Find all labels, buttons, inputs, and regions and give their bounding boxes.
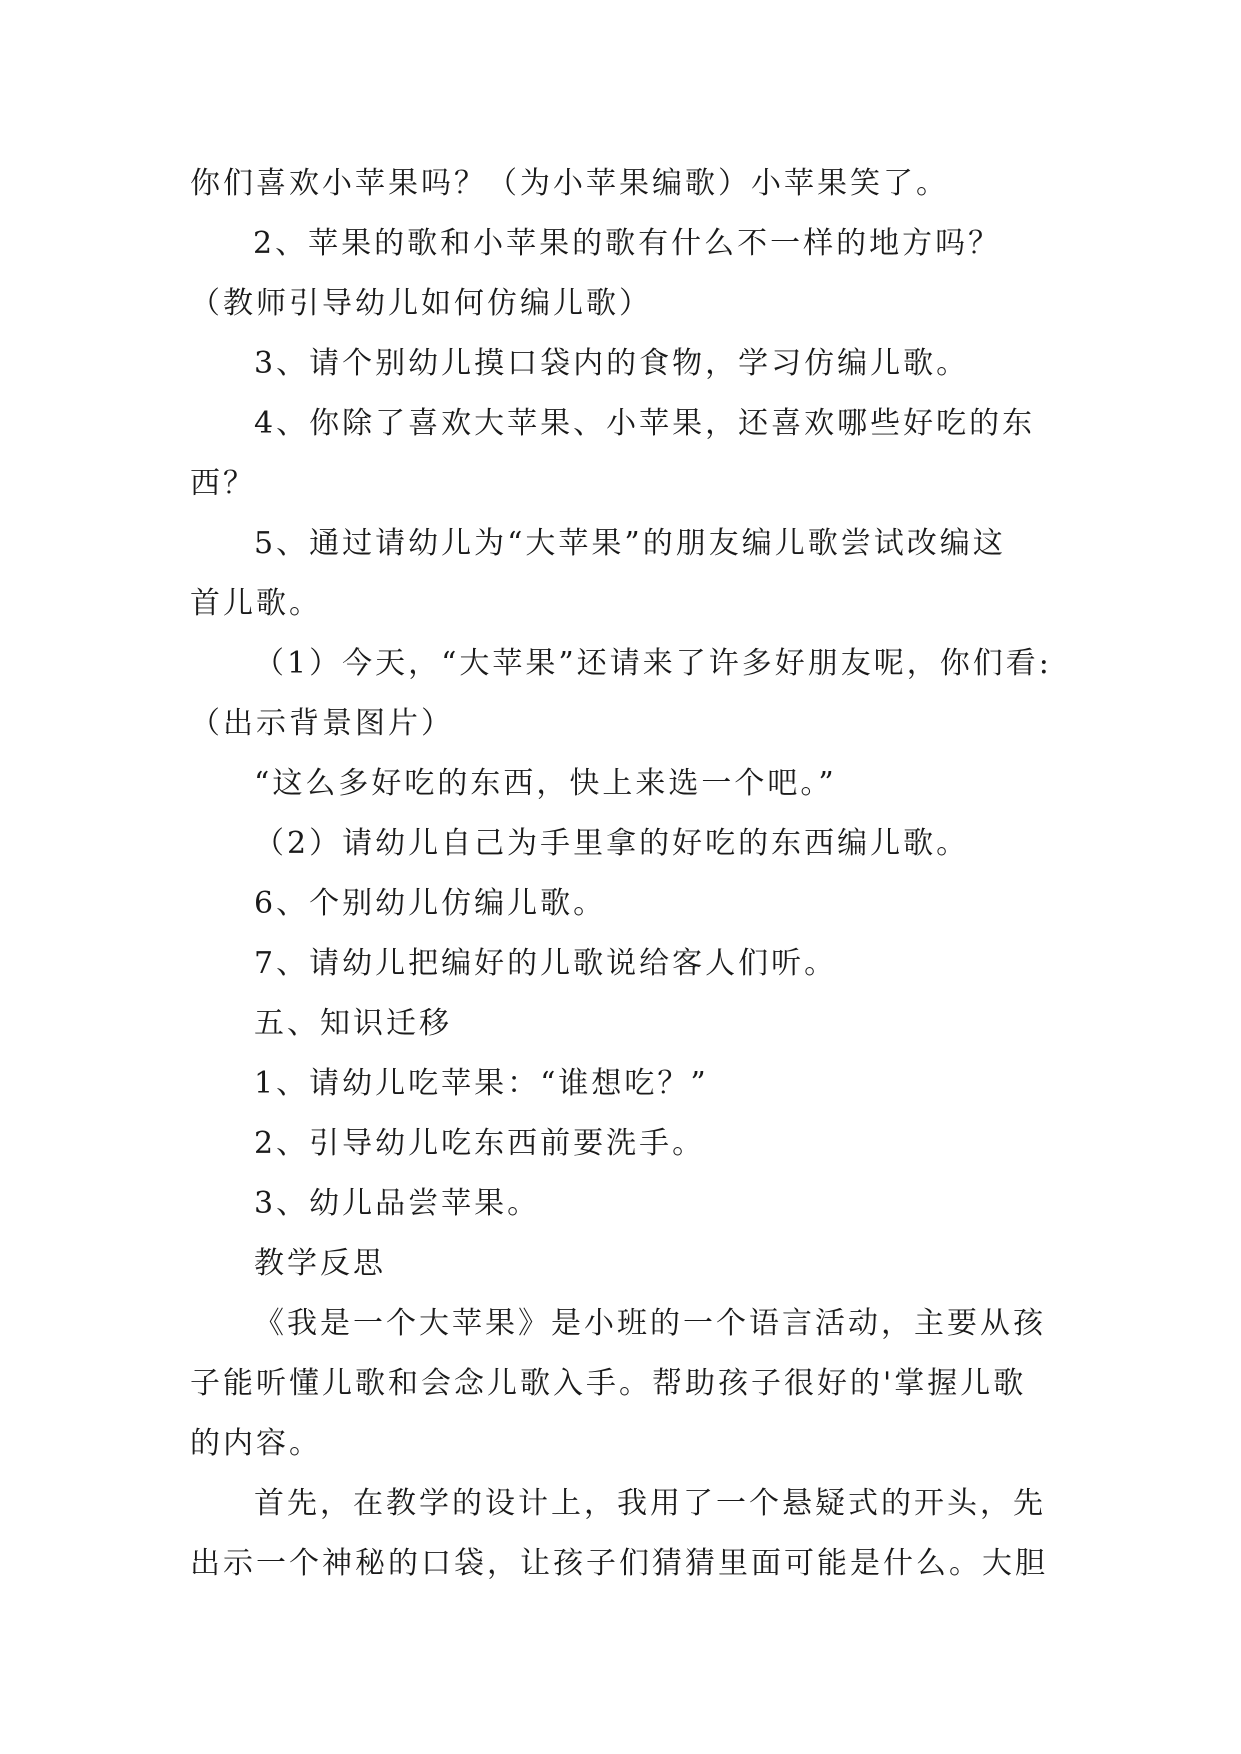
- body-line: （出示背景图片）: [190, 706, 454, 741]
- body-line: 4、你除了喜欢大苹果、小苹果，还喜欢哪些好吃的东: [254, 406, 1036, 441]
- body-line: 《我是一个大苹果》是小班的一个语言活动，主要从孩: [254, 1306, 1046, 1341]
- body-line: 5、通过请幼儿为“大苹果”的朋友编儿歌尝试改编这: [254, 526, 1006, 561]
- body-line: （2）请幼儿自己为手里拿的好吃的东西编儿歌。: [254, 826, 970, 861]
- body-line: 3、请个别幼儿摸口袋内的食物，学习仿编儿歌。: [254, 346, 970, 381]
- document-page: [190, 160, 1052, 1600]
- body-line: 1、请幼儿吃苹果：“谁想吃？”: [254, 1066, 709, 1101]
- section-heading: 五、知识迁移: [254, 1006, 452, 1041]
- body-line: 的内容。: [190, 1426, 322, 1461]
- body-line: “这么多好吃的东西，快上来选一个吧。”: [254, 766, 837, 801]
- body-line: （1）今天，“大苹果”还请来了许多好朋友呢，你们看:: [254, 646, 1052, 681]
- body-line: 首儿歌。: [190, 586, 322, 621]
- body-line: 3、幼儿品尝苹果。: [254, 1186, 541, 1221]
- body-line: 子能听懂儿歌和会念儿歌入手。帮助孩子很好的'掌握儿歌: [190, 1366, 1027, 1401]
- body-line: 首先，在教学的设计上，我用了一个悬疑式的开头，先: [254, 1486, 1046, 1521]
- body-line: 你们喜欢小苹果吗？（为小苹果编歌）小苹果笑了。: [190, 166, 949, 201]
- body-line: 7、请幼儿把编好的儿歌说给客人们听。: [254, 946, 838, 981]
- body-line: 出示一个神秘的口袋，让孩子们猜猜里面可能是什么。大胆: [190, 1546, 1048, 1581]
- body-line: 2、引导幼儿吃东西前要洗手。: [254, 1126, 706, 1161]
- body-line: 6、个别幼儿仿编儿歌。: [254, 886, 607, 921]
- body-line: 2、苹果的歌和小苹果的歌有什么不一样的地方吗？: [253, 226, 1002, 261]
- section-heading: 教学反思: [254, 1246, 386, 1281]
- body-line: 西？: [190, 466, 256, 501]
- body-line: （教师引导幼儿如何仿编儿歌）: [190, 286, 652, 321]
